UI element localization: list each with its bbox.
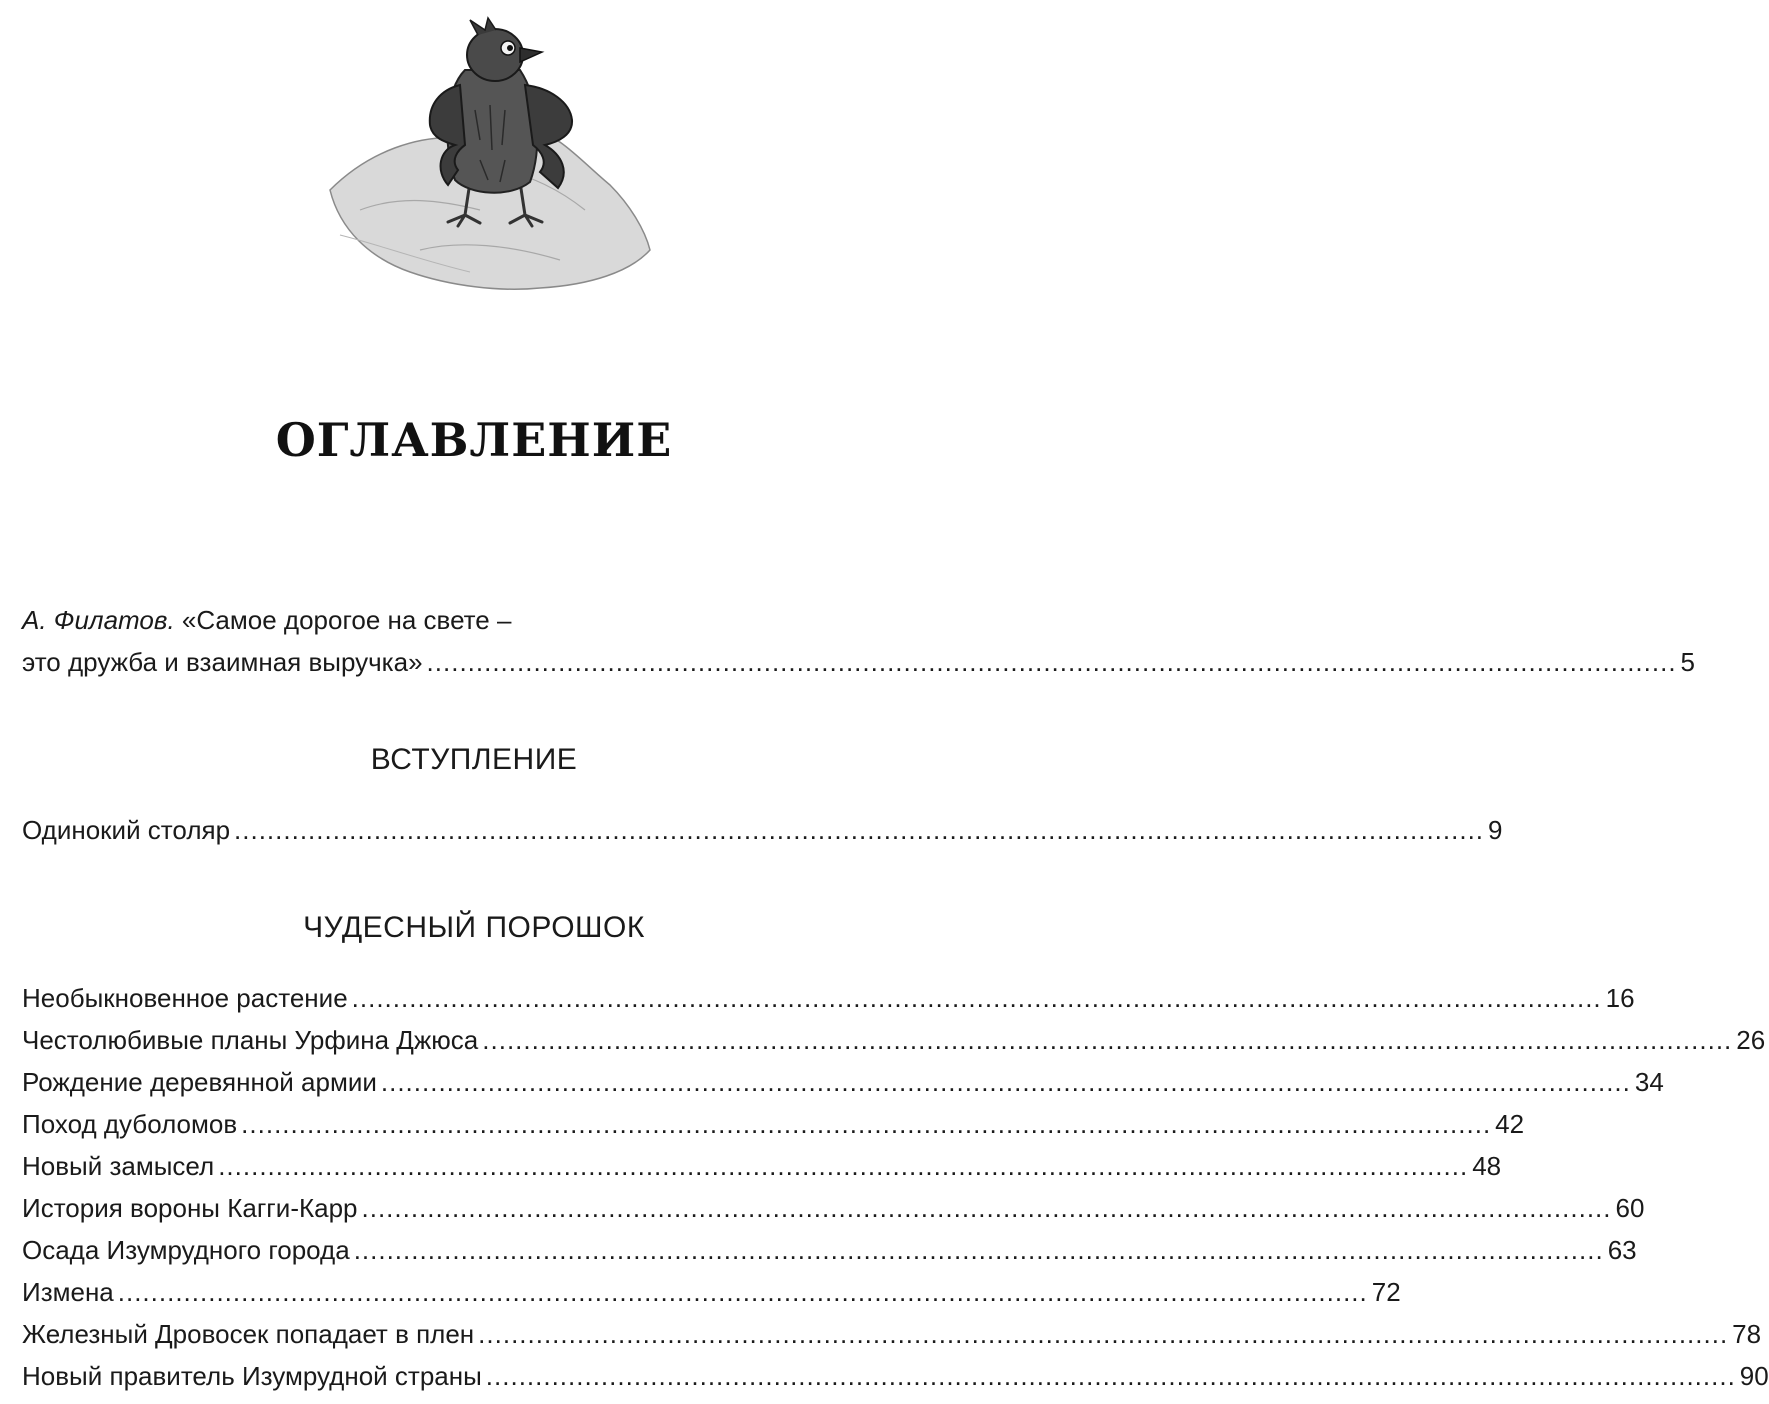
page-number: 9 bbox=[1488, 815, 1503, 845]
toc-entry-intro[interactable] bbox=[22, 642, 1696, 682]
entry-title: Железный Дровосек попадает в плен bbox=[22, 1319, 475, 1349]
dot-leader: ........................................................................................................................................................ bbox=[380, 1067, 1631, 1097]
dot-leader: ........................................................................................................................................................ bbox=[485, 1361, 1736, 1391]
section-heading: ЧУДЕСНЫЙ ПОРОШОК bbox=[303, 911, 645, 944]
toc-entry[interactable] bbox=[22, 1062, 1664, 1102]
entry-title: Честолюбивые планы Урфина Джюса bbox=[22, 1025, 479, 1055]
crow-illustration bbox=[330, 10, 650, 295]
page-number: 63 bbox=[1607, 1235, 1637, 1265]
entry-title: Новый замысел bbox=[22, 1151, 215, 1181]
dot-leader: ........................................................................................................................................................ bbox=[426, 647, 1677, 677]
toc-entry[interactable] bbox=[22, 810, 1503, 850]
toc-entry[interactable] bbox=[22, 1020, 1766, 1060]
dot-leader: ........................................................................................................................................................ bbox=[234, 815, 1485, 845]
page-number: 90 bbox=[1739, 1361, 1769, 1391]
dot-leader: ........................................................................................................................................................ bbox=[351, 983, 1602, 1013]
entry-title: Измена bbox=[22, 1277, 114, 1307]
toc-entry[interactable] bbox=[22, 1104, 1525, 1144]
entry-title: Одинокий столяр bbox=[22, 815, 231, 845]
entry-title: Рождение деревянной армии bbox=[22, 1067, 377, 1097]
toc-entry[interactable] bbox=[22, 1146, 1502, 1186]
toc-entry[interactable] bbox=[22, 1230, 1637, 1270]
intro-title-part1: «Самое дорогое на свете – bbox=[181, 605, 512, 635]
page-number: 48 bbox=[1472, 1151, 1502, 1181]
entry-title: Поход дуболомов bbox=[22, 1109, 238, 1139]
page-number: 16 bbox=[1605, 983, 1635, 1013]
dot-leader: ........................................................................................................................................................ bbox=[478, 1319, 1729, 1349]
toc-entry[interactable] bbox=[22, 1356, 1769, 1396]
intro-title-part2: это дружба и взаимная выручка» bbox=[22, 647, 423, 677]
page-number: 5 bbox=[1680, 647, 1696, 677]
dot-leader: ........................................................................................................................................................ bbox=[353, 1235, 1604, 1265]
entry-title: Необыкновенное растение bbox=[22, 983, 348, 1013]
page-title: ОГЛАВЛЕНИЕ bbox=[275, 413, 673, 467]
page-number: 78 bbox=[1732, 1319, 1762, 1349]
page-number: 72 bbox=[1371, 1277, 1401, 1307]
dot-leader: ........................................................................................................................................................ bbox=[117, 1277, 1368, 1307]
page-number: 34 bbox=[1634, 1067, 1664, 1097]
page-number: 42 bbox=[1495, 1109, 1525, 1139]
toc-entry[interactable] bbox=[22, 978, 1635, 1018]
toc-entry[interactable] bbox=[22, 1188, 1645, 1228]
toc-entry[interactable] bbox=[22, 1272, 1401, 1312]
dot-leader: ........................................................................................................................................................ bbox=[218, 1151, 1469, 1181]
toc-entry[interactable] bbox=[22, 1314, 1762, 1354]
entry-title: Осада Изумрудного города bbox=[22, 1235, 350, 1265]
dot-leader: ........................................................................................................................................................ bbox=[241, 1109, 1492, 1139]
intro-author: А. Филатов. bbox=[22, 605, 175, 635]
intro-entry-line1 bbox=[22, 600, 511, 640]
dot-leader: ........................................................................................................................................................ bbox=[482, 1025, 1733, 1055]
page-number: 60 bbox=[1615, 1193, 1645, 1223]
dot-leader: ........................................................................................................................................................ bbox=[361, 1193, 1612, 1223]
entry-title: Новый правитель Изумрудной страны bbox=[22, 1361, 482, 1391]
section-heading: ВСТУПЛЕНИЕ bbox=[370, 743, 578, 776]
page-number: 26 bbox=[1736, 1025, 1766, 1055]
entry-title: История вороны Кагги-Карр bbox=[22, 1193, 358, 1223]
